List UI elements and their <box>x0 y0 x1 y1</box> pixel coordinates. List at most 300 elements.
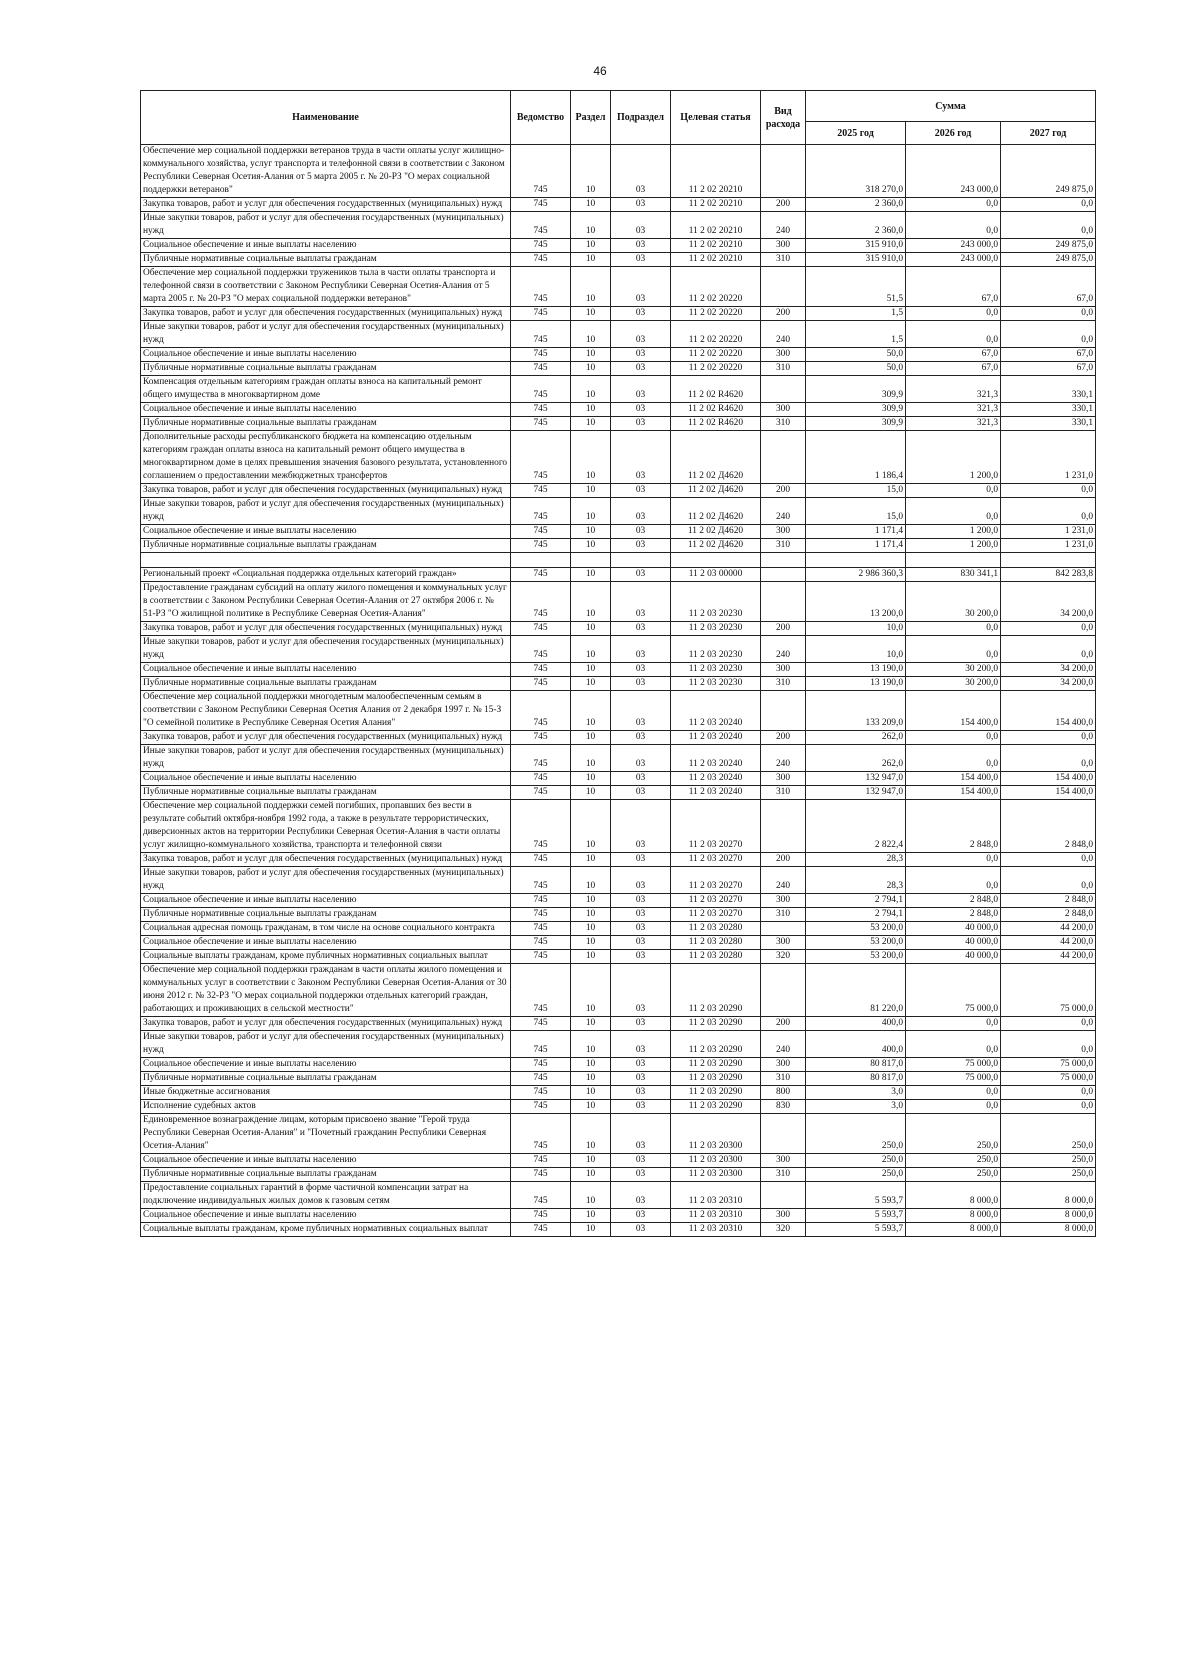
cell-tselevaya-statya: 11 2 03 20300 <box>671 1154 761 1168</box>
cell-sum-2027: 0,0 <box>1001 867 1096 894</box>
cell-vid-raskhoda: 240 <box>761 867 806 894</box>
cell-vid-raskhoda: 310 <box>761 417 806 431</box>
cell-tselevaya-statya: 11 2 03 20290 <box>671 1100 761 1114</box>
cell-sum-2025: 1,5 <box>806 307 906 321</box>
table-row <box>141 1209 1096 1223</box>
cell-sum-2025: 13 190,0 <box>806 677 906 691</box>
cell-sum-2025: 13 190,0 <box>806 663 906 677</box>
cell-razdel: 10 <box>571 403 611 417</box>
cell-razdel: 10 <box>571 417 611 431</box>
cell-sum-2026: 0,0 <box>906 1031 1001 1058</box>
cell-sum-2025: 2 360,0 <box>806 198 906 212</box>
cell-vedomstvo: 745 <box>511 1223 571 1237</box>
cell-vid-raskhoda: 200 <box>761 622 806 636</box>
cell-sum-2027: 67,0 <box>1001 362 1096 376</box>
table-row <box>141 1168 1096 1182</box>
cell-vedomstvo: 745 <box>511 145 571 198</box>
cell-sum-2026: 0,0 <box>906 636 1001 663</box>
cell-name: Социальное обеспечение и иные выплаты населению <box>141 1209 511 1223</box>
cell-sum-2025: 10,0 <box>806 622 906 636</box>
cell-name: Публичные нормативные социальные выплаты гражданам <box>141 1072 511 1086</box>
cell-vid-raskhoda: 300 <box>761 1209 806 1223</box>
cell-podrazdel: 03 <box>611 691 671 731</box>
cell-tselevaya-statya: 11 2 02 Д4620 <box>671 484 761 498</box>
cell-sum-2026: 30 200,0 <box>906 677 1001 691</box>
cell-vedomstvo: 745 <box>511 1072 571 1086</box>
cell-podrazdel: 03 <box>611 1154 671 1168</box>
cell-vid-raskhoda: 320 <box>761 950 806 964</box>
cell-name: Публичные нормативные социальные выплаты гражданам <box>141 908 511 922</box>
table-row <box>141 867 1096 894</box>
cell-sum-2026: 321,3 <box>906 417 1001 431</box>
table-row <box>141 663 1096 677</box>
cell-name: Публичные нормативные социальные выплаты гражданам <box>141 362 511 376</box>
cell-vid-raskhoda: 300 <box>761 525 806 539</box>
cell-vedomstvo: 745 <box>511 376 571 403</box>
cell-vedomstvo: 745 <box>511 663 571 677</box>
cell-sum-2026: 250,0 <box>906 1154 1001 1168</box>
cell-sum-2026: 2 848,0 <box>906 894 1001 908</box>
cell-sum-2025: 2 360,0 <box>806 212 906 239</box>
cell-tselevaya-statya: 11 2 02 Д4620 <box>671 498 761 525</box>
cell-razdel: 10 <box>571 321 611 348</box>
cell-razdel: 10 <box>571 894 611 908</box>
table-row <box>141 212 1096 239</box>
cell-razdel: 10 <box>571 745 611 772</box>
cell-name: Предоставление гражданам субсидий на оплату жилого помещения и коммунальных услуг в соответствии с Законом Республики Северная Осетия-Алания от 27 октября 2006 г. № 51-РЗ "О жилищной политике в Республике Северная Осетия-Алания" <box>141 582 511 622</box>
cell-vedomstvo: 745 <box>511 922 571 936</box>
cell-razdel: 10 <box>571 539 611 553</box>
budget-table <box>140 90 1096 1237</box>
cell-tselevaya-statya: 11 2 03 20240 <box>671 745 761 772</box>
cell-vid-raskhoda: 240 <box>761 636 806 663</box>
cell-sum-2025: 51,5 <box>806 267 906 307</box>
cell-vedomstvo: 745 <box>511 936 571 950</box>
table-row <box>141 677 1096 691</box>
cell-sum-2026: 75 000,0 <box>906 964 1001 1017</box>
spacer-cell <box>571 553 611 568</box>
cell-sum-2027: 0,0 <box>1001 498 1096 525</box>
cell-name: Социальные выплаты гражданам, кроме публичных нормативных социальных выплат <box>141 1223 511 1237</box>
cell-name: Иные бюджетные ассигнования <box>141 1086 511 1100</box>
cell-vid-raskhoda <box>761 376 806 403</box>
cell-razdel: 10 <box>571 239 611 253</box>
cell-name: Обеспечение мер социальной поддержки тружеников тыла в части оплаты транспорта и телефонной связи в соответствии с Законом Республики Северная Осетия-Алания от 5 марта 2005 г. № 20-РЗ "О мерах социальной поддержки ветеранов" <box>141 267 511 307</box>
table-row <box>141 417 1096 431</box>
table-row <box>141 431 1096 484</box>
header-razdel: Раздел <box>571 91 611 145</box>
cell-sum-2026: 0,0 <box>906 212 1001 239</box>
table-row <box>141 1072 1096 1086</box>
spacer-cell <box>511 553 571 568</box>
table-row <box>141 622 1096 636</box>
cell-razdel: 10 <box>571 1086 611 1100</box>
cell-vedomstvo: 745 <box>511 964 571 1017</box>
cell-tselevaya-statya: 11 2 03 20280 <box>671 950 761 964</box>
cell-sum-2027: 249 875,0 <box>1001 145 1096 198</box>
cell-sum-2026: 243 000,0 <box>906 253 1001 267</box>
cell-razdel: 10 <box>571 1223 611 1237</box>
cell-razdel: 10 <box>571 663 611 677</box>
cell-sum-2025: 5 593,7 <box>806 1223 906 1237</box>
table-row <box>141 936 1096 950</box>
cell-vedomstvo: 745 <box>511 1182 571 1209</box>
cell-vedomstvo: 745 <box>511 321 571 348</box>
cell-name: Социальное обеспечение и иные выплаты населению <box>141 772 511 786</box>
cell-razdel: 10 <box>571 731 611 745</box>
table-row <box>141 239 1096 253</box>
table-row <box>141 484 1096 498</box>
table-row <box>141 267 1096 307</box>
cell-sum-2026: 2 848,0 <box>906 800 1001 853</box>
cell-sum-2027: 34 200,0 <box>1001 677 1096 691</box>
table-header <box>141 91 1096 145</box>
cell-vid-raskhoda: 310 <box>761 362 806 376</box>
cell-vedomstvo: 745 <box>511 307 571 321</box>
cell-vid-raskhoda <box>761 582 806 622</box>
table-row <box>141 362 1096 376</box>
cell-razdel: 10 <box>571 1182 611 1209</box>
cell-sum-2027: 249 875,0 <box>1001 239 1096 253</box>
cell-name: Социальное обеспечение и иные выплаты населению <box>141 894 511 908</box>
cell-tselevaya-statya: 11 2 02 20220 <box>671 267 761 307</box>
table-row <box>141 964 1096 1017</box>
cell-tselevaya-statya: 11 2 03 20240 <box>671 772 761 786</box>
cell-tselevaya-statya: 11 2 03 20270 <box>671 853 761 867</box>
cell-sum-2025: 13 200,0 <box>806 582 906 622</box>
cell-sum-2027: 44 200,0 <box>1001 950 1096 964</box>
cell-name: Исполнение судебных актов <box>141 1100 511 1114</box>
cell-razdel: 10 <box>571 786 611 800</box>
cell-podrazdel: 03 <box>611 417 671 431</box>
table-row <box>141 1031 1096 1058</box>
table-row <box>141 1223 1096 1237</box>
cell-razdel: 10 <box>571 772 611 786</box>
cell-sum-2027: 0,0 <box>1001 212 1096 239</box>
cell-vid-raskhoda: 310 <box>761 1072 806 1086</box>
cell-tselevaya-statya: 11 2 03 00000 <box>671 568 761 582</box>
table-row <box>141 786 1096 800</box>
cell-tselevaya-statya: 11 2 02 Д4620 <box>671 525 761 539</box>
cell-vid-raskhoda: 240 <box>761 498 806 525</box>
cell-podrazdel: 03 <box>611 321 671 348</box>
cell-podrazdel: 03 <box>611 568 671 582</box>
cell-vedomstvo: 745 <box>511 772 571 786</box>
cell-sum-2025: 132 947,0 <box>806 786 906 800</box>
cell-razdel: 10 <box>571 1072 611 1086</box>
cell-vedomstvo: 745 <box>511 239 571 253</box>
cell-razdel: 10 <box>571 498 611 525</box>
cell-name: Компенсация отдельным категориям граждан оплаты взноса на капитальный ремонт общего имущества в многоквартирном доме <box>141 376 511 403</box>
cell-podrazdel: 03 <box>611 786 671 800</box>
cell-vedomstvo: 745 <box>511 484 571 498</box>
cell-sum-2026: 154 400,0 <box>906 691 1001 731</box>
cell-sum-2027: 34 200,0 <box>1001 582 1096 622</box>
cell-sum-2025: 309,9 <box>806 376 906 403</box>
cell-sum-2026: 0,0 <box>906 1017 1001 1031</box>
cell-sum-2025: 53 200,0 <box>806 936 906 950</box>
cell-sum-2027: 154 400,0 <box>1001 786 1096 800</box>
cell-name: Иные закупки товаров, работ и услуг для обеспечения государственных (муниципальных) нужд <box>141 212 511 239</box>
cell-tselevaya-statya: 11 2 03 20300 <box>671 1168 761 1182</box>
cell-tselevaya-statya: 11 2 03 20240 <box>671 691 761 731</box>
cell-vedomstvo: 745 <box>511 1154 571 1168</box>
cell-name: Публичные нормативные социальные выплаты гражданам <box>141 417 511 431</box>
cell-vid-raskhoda: 310 <box>761 786 806 800</box>
cell-sum-2026: 243 000,0 <box>906 145 1001 198</box>
cell-name: Обеспечение мер социальной поддержки семей погибших, пропавших без вести в результате событий октября-ноября 1992 года, а также в результате террористических, диверсионных актов на территории Республики Северная Осетия-Алания в части оплаты услуг жилищно-коммунального хозяйства, транспорта и телефонной связи <box>141 800 511 853</box>
cell-vedomstvo: 745 <box>511 622 571 636</box>
cell-vid-raskhoda: 240 <box>761 745 806 772</box>
cell-vedomstvo: 745 <box>511 253 571 267</box>
cell-vid-raskhoda <box>761 267 806 307</box>
cell-sum-2027: 0,0 <box>1001 1100 1096 1114</box>
cell-name: Закупка товаров, работ и услуг для обеспечения государственных (муниципальных) нужд <box>141 484 511 498</box>
cell-tselevaya-statya: 11 2 02 20220 <box>671 307 761 321</box>
cell-vedomstvo: 745 <box>511 950 571 964</box>
cell-vedomstvo: 745 <box>511 525 571 539</box>
cell-name: Закупка товаров, работ и услуг для обеспечения государственных (муниципальных) нужд <box>141 307 511 321</box>
cell-tselevaya-statya: 11 2 03 20240 <box>671 731 761 745</box>
cell-name: Предоставление социальных гарантий в форме частичной компенсации затрат на подключение индивидуальных жилых домов к газовым сетям <box>141 1182 511 1209</box>
spacer-cell <box>806 553 906 568</box>
cell-vid-raskhoda <box>761 922 806 936</box>
cell-name: Публичные нормативные социальные выплаты гражданам <box>141 1168 511 1182</box>
cell-razdel: 10 <box>571 936 611 950</box>
cell-sum-2027: 0,0 <box>1001 1031 1096 1058</box>
cell-podrazdel: 03 <box>611 1168 671 1182</box>
cell-sum-2026: 30 200,0 <box>906 663 1001 677</box>
cell-vid-raskhoda: 310 <box>761 253 806 267</box>
cell-sum-2026: 0,0 <box>906 321 1001 348</box>
cell-name: Публичные нормативные социальные выплаты гражданам <box>141 786 511 800</box>
cell-vedomstvo: 745 <box>511 908 571 922</box>
cell-sum-2025: 132 947,0 <box>806 772 906 786</box>
cell-vedomstvo: 745 <box>511 498 571 525</box>
cell-razdel: 10 <box>571 568 611 582</box>
cell-vedomstvo: 745 <box>511 348 571 362</box>
cell-sum-2025: 50,0 <box>806 348 906 362</box>
cell-sum-2025: 315 910,0 <box>806 253 906 267</box>
cell-vedomstvo: 745 <box>511 894 571 908</box>
cell-sum-2026: 243 000,0 <box>906 239 1001 253</box>
cell-name: Обеспечение мер социальной поддержки многодетным малообеспеченным семьям в соответствии с Законом Республики Северная Осетия Алания от 2 декабря 1997 г. № 15-З "О семейной политике в Республике Северная Осетия Алания" <box>141 691 511 731</box>
cell-podrazdel: 03 <box>611 745 671 772</box>
cell-tselevaya-statya: 11 2 03 20290 <box>671 1072 761 1086</box>
cell-sum-2026: 67,0 <box>906 362 1001 376</box>
cell-vid-raskhoda: 200 <box>761 484 806 498</box>
cell-razdel: 10 <box>571 376 611 403</box>
cell-vedomstvo: 745 <box>511 431 571 484</box>
cell-sum-2026: 830 341,1 <box>906 568 1001 582</box>
cell-name: Публичные нормативные социальные выплаты гражданам <box>141 253 511 267</box>
cell-podrazdel: 03 <box>611 267 671 307</box>
cell-razdel: 10 <box>571 908 611 922</box>
cell-sum-2025: 250,0 <box>806 1114 906 1154</box>
cell-podrazdel: 03 <box>611 484 671 498</box>
cell-sum-2026: 321,3 <box>906 403 1001 417</box>
cell-sum-2026: 8 000,0 <box>906 1223 1001 1237</box>
cell-sum-2025: 80 817,0 <box>806 1072 906 1086</box>
cell-name: Обеспечение мер социальной поддержки ветеранов труда в части оплаты услуг жилищно-коммунального хозяйства, услуг транспорта и телефонной связи в соответствии с Законом Республики Северная Осетия-Алания от 5 марта 2005 г. № 20-РЗ "О мерах социальной поддержки ветеранов" <box>141 145 511 198</box>
cell-razdel: 10 <box>571 1100 611 1114</box>
spacer-cell <box>906 553 1001 568</box>
cell-sum-2025: 1 171,4 <box>806 525 906 539</box>
cell-tselevaya-statya: 11 2 03 20270 <box>671 867 761 894</box>
cell-tselevaya-statya: 11 2 02 20210 <box>671 198 761 212</box>
table-row <box>141 376 1096 403</box>
cell-sum-2027: 1 231,0 <box>1001 431 1096 484</box>
cell-vedomstvo: 745 <box>511 1058 571 1072</box>
cell-tselevaya-statya: 11 2 02 R4620 <box>671 403 761 417</box>
cell-name: Закупка товаров, работ и услуг для обеспечения государственных (муниципальных) нужд <box>141 1017 511 1031</box>
cell-razdel: 10 <box>571 867 611 894</box>
table-spacer-row <box>141 553 1096 568</box>
cell-sum-2026: 0,0 <box>906 731 1001 745</box>
cell-tselevaya-statya: 11 2 03 20300 <box>671 1114 761 1154</box>
cell-sum-2025: 315 910,0 <box>806 239 906 253</box>
header-podrazdel: Подраздел <box>611 91 671 145</box>
cell-podrazdel: 03 <box>611 582 671 622</box>
cell-sum-2026: 1 200,0 <box>906 431 1001 484</box>
cell-sum-2027: 842 283,8 <box>1001 568 1096 582</box>
table-row <box>141 1154 1096 1168</box>
cell-sum-2027: 2 848,0 <box>1001 908 1096 922</box>
cell-vedomstvo: 745 <box>511 691 571 731</box>
table-row <box>141 582 1096 622</box>
cell-sum-2027: 8 000,0 <box>1001 1182 1096 1209</box>
cell-razdel: 10 <box>571 348 611 362</box>
cell-sum-2027: 0,0 <box>1001 484 1096 498</box>
spacer-cell <box>1001 553 1096 568</box>
cell-sum-2027: 0,0 <box>1001 307 1096 321</box>
cell-tselevaya-statya: 11 2 03 20230 <box>671 622 761 636</box>
cell-name: Обеспечение мер социальной поддержки гражданам в части оплаты жилого помещения и коммунальных услуг в соответствии с Законом Республики Северная Осетия-Алания от 30 июня 2012 г. № 32-РЗ "О мерах социальной поддержки отдельных категорий граждан, работающих и проживающих в сельской местности" <box>141 964 511 1017</box>
header-tselevaya-statya: Целевая статья <box>671 91 761 145</box>
cell-sum-2027: 0,0 <box>1001 731 1096 745</box>
cell-podrazdel: 03 <box>611 1209 671 1223</box>
cell-podrazdel: 03 <box>611 853 671 867</box>
table-row <box>141 198 1096 212</box>
cell-sum-2025: 15,0 <box>806 498 906 525</box>
cell-vid-raskhoda <box>761 964 806 1017</box>
cell-name: Публичные нормативные социальные выплаты гражданам <box>141 539 511 553</box>
cell-sum-2027: 250,0 <box>1001 1154 1096 1168</box>
cell-podrazdel: 03 <box>611 253 671 267</box>
cell-vedomstvo: 745 <box>511 267 571 307</box>
cell-vedomstvo: 745 <box>511 1017 571 1031</box>
cell-sum-2026: 250,0 <box>906 1114 1001 1154</box>
cell-sum-2025: 2 794,1 <box>806 894 906 908</box>
cell-sum-2027: 0,0 <box>1001 745 1096 772</box>
cell-sum-2027: 0,0 <box>1001 622 1096 636</box>
cell-sum-2026: 0,0 <box>906 307 1001 321</box>
cell-sum-2025: 1 171,4 <box>806 539 906 553</box>
cell-podrazdel: 03 <box>611 1072 671 1086</box>
cell-name: Иные закупки товаров, работ и услуг для обеспечения государственных (муниципальных) нужд <box>141 636 511 663</box>
cell-razdel: 10 <box>571 253 611 267</box>
cell-tselevaya-statya: 11 2 03 20240 <box>671 786 761 800</box>
header-summa: Сумма <box>806 91 1096 122</box>
cell-podrazdel: 03 <box>611 922 671 936</box>
cell-sum-2027: 8 000,0 <box>1001 1209 1096 1223</box>
table-row <box>141 1182 1096 1209</box>
cell-sum-2025: 133 209,0 <box>806 691 906 731</box>
cell-name: Закупка товаров, работ и услуг для обеспечения государственных (муниципальных) нужд <box>141 622 511 636</box>
cell-sum-2026: 154 400,0 <box>906 772 1001 786</box>
cell-sum-2025: 250,0 <box>806 1154 906 1168</box>
cell-sum-2027: 154 400,0 <box>1001 772 1096 786</box>
header-year-2026: 2026 год <box>906 122 1001 145</box>
cell-podrazdel: 03 <box>611 894 671 908</box>
cell-sum-2027: 0,0 <box>1001 853 1096 867</box>
cell-vid-raskhoda: 300 <box>761 894 806 908</box>
cell-sum-2025: 2 986 360,3 <box>806 568 906 582</box>
header-year-2027: 2027 год <box>1001 122 1096 145</box>
cell-podrazdel: 03 <box>611 1031 671 1058</box>
cell-vid-raskhoda <box>761 800 806 853</box>
table-row <box>141 253 1096 267</box>
cell-sum-2026: 40 000,0 <box>906 950 1001 964</box>
cell-podrazdel: 03 <box>611 1223 671 1237</box>
cell-sum-2025: 3,0 <box>806 1086 906 1100</box>
cell-vedomstvo: 745 <box>511 582 571 622</box>
cell-tselevaya-statya: 11 2 02 20210 <box>671 212 761 239</box>
cell-podrazdel: 03 <box>611 212 671 239</box>
cell-sum-2026: 1 200,0 <box>906 525 1001 539</box>
table-row <box>141 691 1096 731</box>
cell-sum-2026: 154 400,0 <box>906 786 1001 800</box>
header-name: Наименование <box>141 91 511 145</box>
cell-tselevaya-statya: 11 2 02 R4620 <box>671 417 761 431</box>
cell-sum-2025: 5 593,7 <box>806 1209 906 1223</box>
cell-tselevaya-statya: 11 2 02 20210 <box>671 145 761 198</box>
cell-vid-raskhoda: 300 <box>761 663 806 677</box>
cell-podrazdel: 03 <box>611 145 671 198</box>
cell-vedomstvo: 745 <box>511 1209 571 1223</box>
cell-name: Социальное обеспечение и иные выплаты населению <box>141 403 511 417</box>
cell-name: Социальные выплаты гражданам, кроме публичных нормативных социальных выплат <box>141 950 511 964</box>
table-row <box>141 1017 1096 1031</box>
cell-podrazdel: 03 <box>611 622 671 636</box>
cell-podrazdel: 03 <box>611 362 671 376</box>
cell-razdel: 10 <box>571 431 611 484</box>
cell-tselevaya-statya: 11 2 03 20270 <box>671 894 761 908</box>
cell-sum-2026: 0,0 <box>906 853 1001 867</box>
cell-sum-2025: 262,0 <box>806 731 906 745</box>
cell-tselevaya-statya: 11 2 02 20210 <box>671 239 761 253</box>
cell-sum-2025: 2 822,4 <box>806 800 906 853</box>
cell-sum-2026: 2 848,0 <box>906 908 1001 922</box>
cell-vid-raskhoda: 310 <box>761 677 806 691</box>
table-row <box>141 498 1096 525</box>
cell-sum-2027: 75 000,0 <box>1001 1058 1096 1072</box>
cell-sum-2026: 250,0 <box>906 1168 1001 1182</box>
cell-sum-2026: 321,3 <box>906 376 1001 403</box>
cell-razdel: 10 <box>571 484 611 498</box>
cell-vid-raskhoda: 300 <box>761 936 806 950</box>
cell-podrazdel: 03 <box>611 239 671 253</box>
cell-sum-2026: 40 000,0 <box>906 922 1001 936</box>
cell-sum-2027: 0,0 <box>1001 198 1096 212</box>
cell-podrazdel: 03 <box>611 772 671 786</box>
cell-sum-2025: 53 200,0 <box>806 950 906 964</box>
header-vedomstvo: Ведомство <box>511 91 571 145</box>
cell-tselevaya-statya: 11 2 02 R4620 <box>671 376 761 403</box>
cell-razdel: 10 <box>571 307 611 321</box>
cell-sum-2025: 1 186,4 <box>806 431 906 484</box>
cell-sum-2027: 8 000,0 <box>1001 1223 1096 1237</box>
